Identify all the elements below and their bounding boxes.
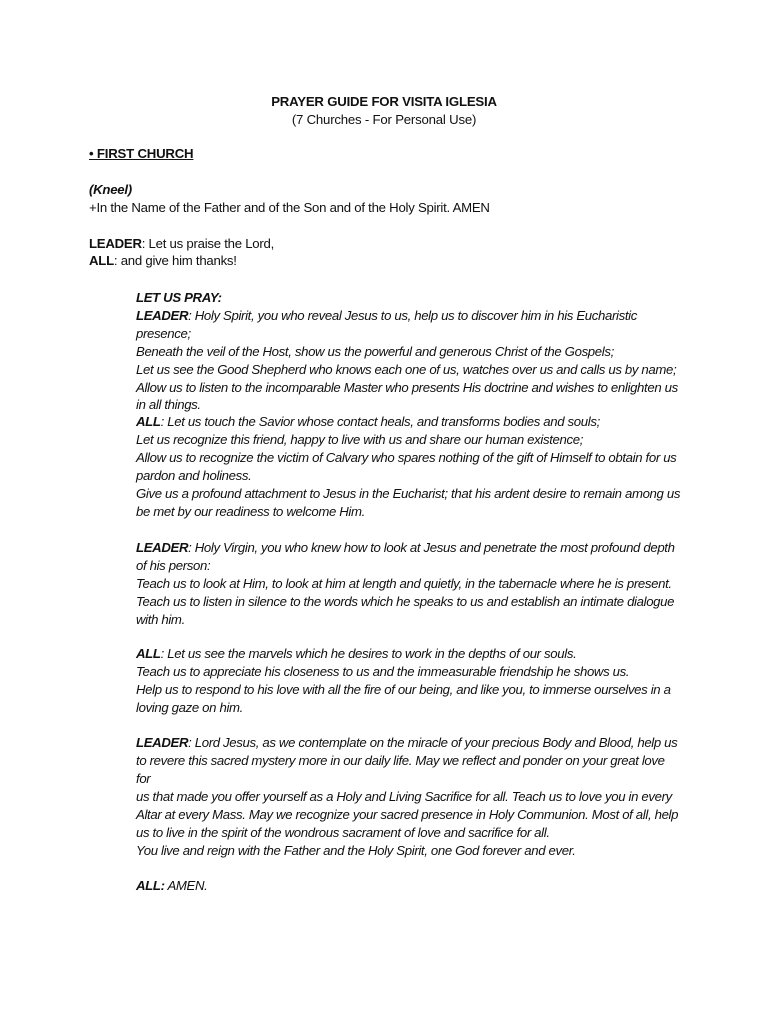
- prayer-line: Altar at every Mass. May we recognize your sacred presence in Holy Communion. Most of all, help: [136, 806, 679, 822]
- prayer-line: Teach us to appreciate his closeness to us and the immeasurable friendship he shows us.: [136, 663, 630, 679]
- prayer-line: Allow us to listen to the incomparable Master who presents His doctrine and wishes to enlighten us: [136, 379, 678, 395]
- prayer-line: : Holy Virgin, you who knew how to look at Jesus and penetrate the most profound depth: [188, 540, 675, 555]
- document-subtitle: (7 Churches - For Personal Use): [291, 112, 477, 127]
- prayer-line: Allow us to recognize the victim of Calvary who spares nothing of the gift of Himself to obtain for us: [136, 449, 677, 465]
- prayer-paragraph-1: [136, 307, 682, 414]
- speaker-label: ALL: [136, 646, 161, 661]
- speaker-label: ALL: [89, 253, 114, 268]
- prayer-line: Let us recognize this friend, happy to live with us and share our human existence;: [136, 431, 584, 447]
- amen-text: AMEN.: [164, 878, 208, 893]
- document-title: PRAYER GUIDE FOR VISITA IGLESIA: [271, 94, 497, 109]
- prayer-line: : Holy Spirit, you who reveal Jesus to us, help us to discover him in his Eucharistic presence;: [136, 307, 637, 341]
- prayer-closing: You live and reign with the Father and the Holy Spirit, one God forever and ever.: [136, 843, 576, 858]
- response-all: [89, 253, 237, 268]
- prayer-line: loving gaze on him.: [136, 699, 243, 715]
- prayer-block: [136, 289, 682, 414]
- response-text: : and give him thanks!: [113, 253, 237, 268]
- response-leader: [89, 236, 274, 251]
- prayer-line: Beneath the veil of the Host, show us the powerful and generous Christ of the Gospels;: [136, 343, 614, 359]
- prayer-line: : Lord Jesus, as we contemplate on the miracle of your precious Body and Blood, help us: [188, 735, 678, 750]
- prayer-paragraph-5: [136, 734, 682, 841]
- posture-instruction: (Kneel): [89, 182, 132, 197]
- section-heading: • FIRST CHURCH: [89, 146, 194, 161]
- prayer-line: : Let us touch the Savior whose contact heals, and transforms bodies and souls;: [160, 414, 600, 429]
- prayer-line: Let us see the Good Shepherd who knows each one of us, watches over us and calls us by name;: [136, 361, 677, 377]
- prayer-line: Teach us to look at Him, to look at him at length and quietly, in the tabernacle where he is present.: [136, 575, 672, 591]
- prayer-line: to revere this sacred mystery more in our daily life. May we reflect and ponder on your great love for: [136, 752, 665, 786]
- speaker-label: ALL:: [136, 878, 165, 893]
- prayer-line: Help us to respond to his love with all the fire of our being, and like you, to immerse ourselves in a: [136, 681, 671, 697]
- prayer-heading: LET US PRAY:: [136, 290, 222, 305]
- prayer-line: pardon and holiness.: [136, 467, 252, 483]
- sign-of-cross: +In the Name of the Father and of the Son and of the Holy Spirit. AMEN: [89, 200, 490, 215]
- speaker-label: ALL: [136, 414, 161, 429]
- prayer-line: us to live in the spirit of the wondrous sacrament of love and sacrifice for all.: [136, 824, 550, 840]
- prayer-line: with him.: [136, 611, 185, 627]
- speaker-label: LEADER: [136, 540, 189, 555]
- speaker-label: LEADER: [136, 307, 189, 323]
- prayer-line: be met by our readiness to welcome Him.: [136, 503, 365, 519]
- amen-response: [136, 877, 682, 895]
- speaker-label: LEADER: [89, 236, 142, 251]
- prayer-line: Teach us to listen in silence to the words which he speaks to us and establish an intimate dialogue: [136, 593, 675, 609]
- prayer-line: in all things.: [136, 397, 201, 413]
- prayer-line: of his person:: [136, 557, 211, 573]
- speaker-label: LEADER: [136, 735, 189, 750]
- prayer-line: Give us a profound attachment to Jesus in the Eucharist; that his ardent desire to remain among us: [136, 485, 681, 501]
- prayer-paragraph-4: [136, 645, 682, 717]
- response-text: : Let us praise the Lord,: [141, 236, 275, 251]
- prayer-line: us that made you offer yourself as a Holy and Living Sacrifice for all. Teach us to love you in every: [136, 788, 672, 804]
- prayer-line: : Let us see the marvels which he desires to work in the depths of our souls.: [160, 646, 577, 661]
- prayer-paragraph-3: [136, 539, 682, 629]
- prayer-paragraph-2: [136, 413, 682, 520]
